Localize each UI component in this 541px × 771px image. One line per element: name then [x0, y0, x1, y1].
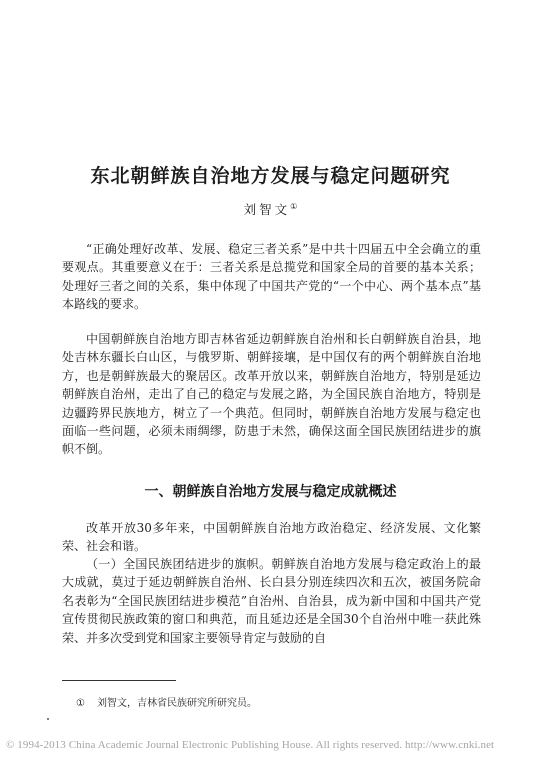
section-paragraph-1: 改革开放30多年来，中国朝鲜族自治地方政治稳定、经济发展、文化繁荣、社会和谐。 [62, 521, 481, 554]
section-heading: 一、朝鲜族自治地方发展与稳定成就概述 [144, 484, 397, 500]
footnote-mark: ① [76, 698, 85, 709]
section-paragraph-2: （一）全国民族团结进步的旗帜。朝鲜族自治地方发展与稳定政治上的最大成就，莫过于延边朝鲜族自治州、长白县分别连续四次和五次，被国务院命名表彰为“全国民族团结进步模范”自治州、自治县，成为新中国和中国共产党宣传贯彻民族政策的窗口和典范，而且延边还是全国30个自治州中唯一获此殊荣、并多次受到党和国家主要领导肯定与鼓励的自 [62, 557, 481, 645]
footnote-text: 刘智文，吉林省民族研究所研究员。 [96, 698, 257, 709]
intro-paragraph-2: 中国朝鲜族自治地方即吉林省延边朝鲜族自治州和长白朝鲜族自治县，地处吉林东疆长白山区，与俄罗斯、朝鲜接壤，是中国仅有的两个朝鲜族自治地方，也是朝鲜族最大的聚居区。改革开放以来，朝鲜族自治地方，特别是延边朝鲜族自治州，走出了自己的稳定与发展之路，为全国民族自治地方，特别是边疆跨界民族地方，树立了一个典范。但同时，朝鲜族自治地方发展与稳定也面临一些问题，必须未雨绸缪，防患于未然，确保这面全国民族团结进步的旗帜不倒。 [62, 332, 481, 457]
author-name: 刘智文 [243, 202, 291, 217]
author-note-mark: ① [290, 201, 298, 211]
footnote [76, 694, 257, 709]
footnote-divider [62, 680, 176, 681]
author-line [0, 200, 541, 218]
scan-dot [47, 718, 49, 720]
article-title: 东北朝鲜族自治地方发展与稳定问题研究 [90, 165, 451, 187]
copyright-watermark: © 1994-2013 China Academic Journal Electronic Publishing House. All rights reserved. http://www.cnki.net [6, 739, 495, 751]
intro-paragraph-1: “正确处理好改革、发展、稳定三者关系”是中共十四届五中全会确立的重要观点。其重要意义在于：三者关系是总揽党和国家全局的首要的基本关系；处理好三者之间的关系，集中体现了中国共产党的“一个中心、两个基本点”基本路线的要求。 [62, 242, 481, 312]
